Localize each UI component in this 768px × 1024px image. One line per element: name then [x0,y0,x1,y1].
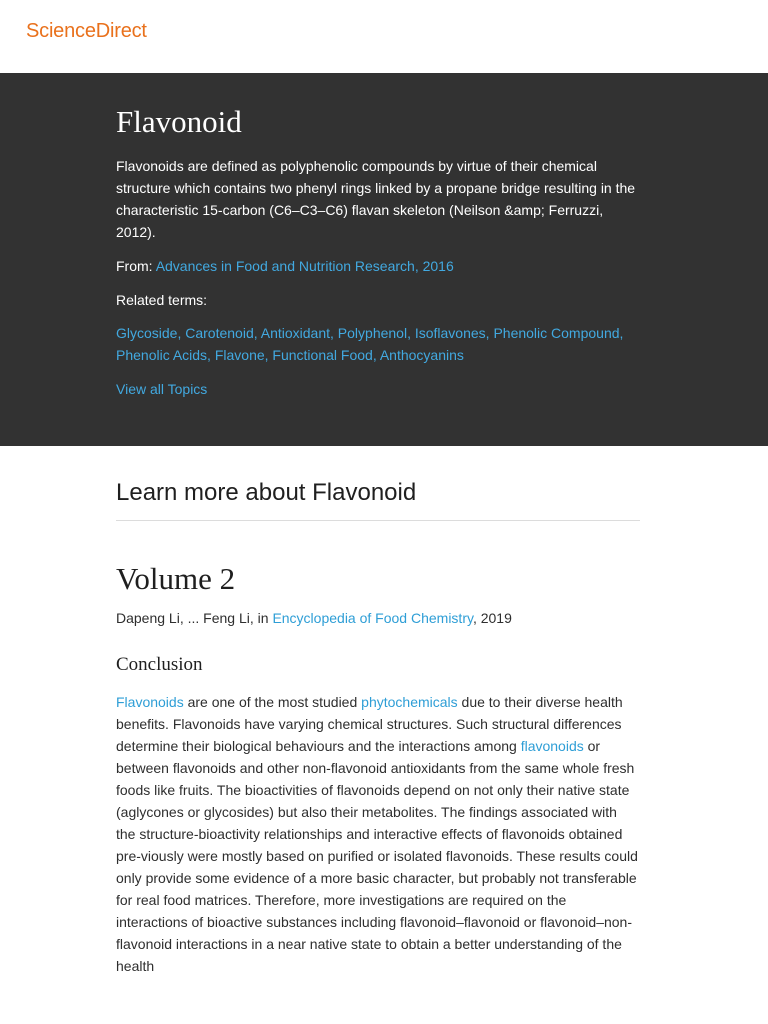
phytochemicals-link[interactable]: phytochemicals [361,694,458,710]
learn-more-heading: Learn more about Flavonoid [116,478,640,521]
sciencedirect-logo[interactable]: ScienceDirect [26,20,147,42]
body-text-2: due to their diverse health benefits. Flavonoids have varying chemical structures. Such structural differences determine their biological behaviours and the interactions among [116,694,623,754]
chapter-byline [116,607,640,629]
section-body [116,691,640,977]
related-terms-label: Related terms: [116,292,208,308]
flavonoids-link[interactable]: Flavonoids [116,694,184,710]
source-link[interactable]: Advances in Food and Nutrition Research, 2016 [155,258,454,274]
chapter-title-text[interactable]: Volume 2 [116,561,236,596]
topic-definition: Flavonoids are defined as polyphenolic compounds by virtue of their chemical structure which contains two phenyl rings linked by a propane bridge resulting in the characteristic 15-carbon (C6–C3–C6) flavan skeleton (Neilson &amp; Ferruzzi, 2012). [116,158,636,240]
topic-hero [0,73,768,446]
page-title: Flavonoid [116,104,242,139]
chapter-title[interactable] [116,561,640,597]
from-line [116,255,640,277]
flavonoids-link-2[interactable]: flavonoids [520,738,584,754]
body-text-3: or between flavonoids and other non-flavonoid antioxidants from the same whole fresh foods like fruits. The bioactivities of flavonoids depend on not only their native state (aglycones or glycosides) but also their metabolites. The findings associated with the structure-bioactivity relationships and interactive effects of flavonoids obtained pre-viously were mostly based on purified or isolated flavonoids. These results could only provide some evidence of a more basic character, but probably not transferable for real food matrices. Therefore, more investigations are required on the interactions of bioactive substances including flavonoid–flavonoid or flavonoid–non-flavonoid interactions in a near native state to obtain a better understanding of the health [116,738,638,974]
book-link[interactable]: Encyclopedia of Food Chemistry [272,610,473,626]
chapter-authors: Dapeng Li, ... Feng Li, in [116,610,273,626]
from-label: From: [116,258,153,274]
view-all-topics-link[interactable]: View all Topics [116,381,208,397]
top-bar [0,0,768,73]
body-text-1: are one of the most studied [183,694,362,710]
chapter-year: , 2019 [472,610,512,626]
main-content [116,446,640,977]
section-heading: Conclusion [116,654,203,675]
related-terms-links[interactable] [116,322,640,366]
topic-hero-content [116,103,640,400]
related-terms-list[interactable]: Glycoside, Carotenoid, Antioxidant, Polyphenol, Isoflavones, Phenolic Compound, Phenolic Acids, Flavone, Functional Food, Anthocyanins [116,325,624,363]
